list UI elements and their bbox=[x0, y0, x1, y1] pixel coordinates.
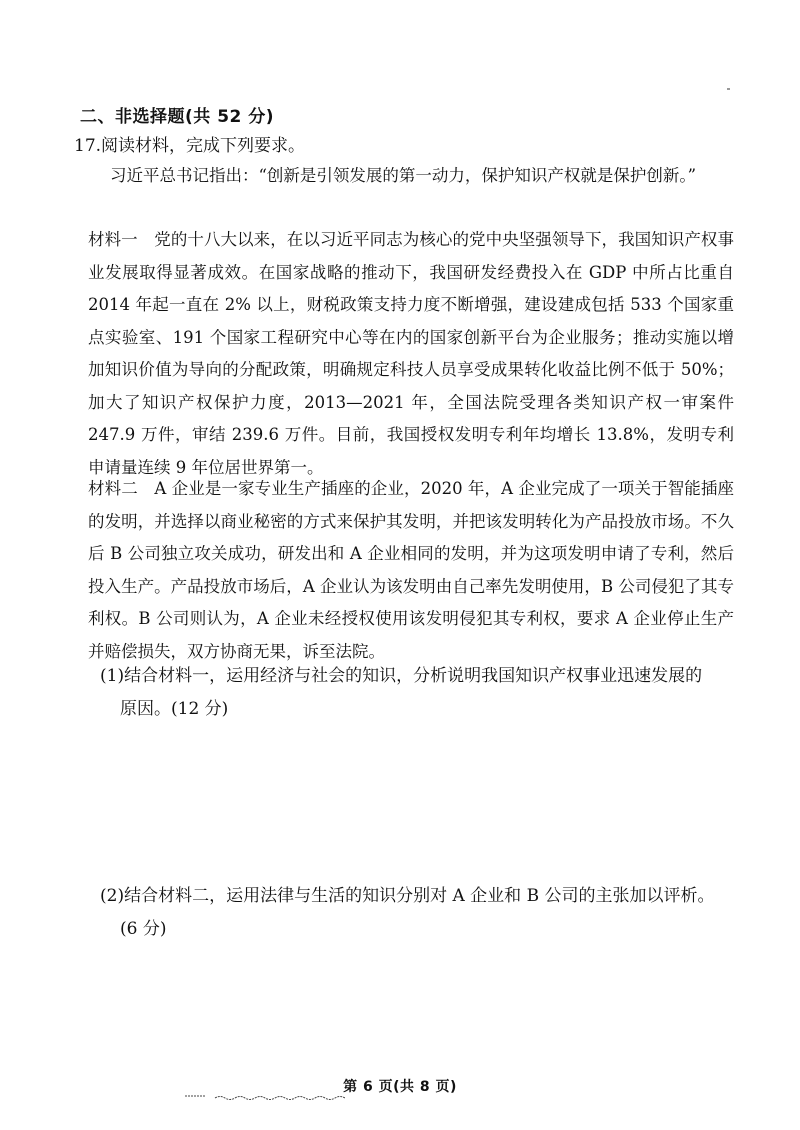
footer-wavy-underline bbox=[185, 1094, 345, 1102]
material-two-paragraph bbox=[88, 473, 734, 668]
sub-question-2-line1: (2)结合材料二，运用法律与生活的知识分别对 A 企业和 B 公司的主张加以评析。 bbox=[100, 886, 715, 906]
question-heading: 17.阅读材料，完成下列要求。 bbox=[74, 136, 306, 156]
material-two-text: 材料二 A 企业是一家专业生产插座的企业，2020 年，A 企业完成了一项关于智能插座的发明，并选择以商业秘密的方式来保护其发明，并把该发明转化为产品投放市场。不久后 B 公司独立攻关成功，研发出和 A 企业相同的发明，并为这项发明申请了专利，然后投入生产。产品投放市场后，A 企业认为该发明由自己率先发明使用，B 公司侵犯了其专利权。B 公司则认为，A 企业未经授权使用该发明侵犯其专利权，要求 A 企业停止生产并赔偿损失，双方协商无果，诉至法院。 bbox=[88, 479, 734, 661]
scan-mark bbox=[727, 88, 730, 90]
sub-question-2-line2: (6 分) bbox=[120, 919, 167, 939]
quote-text: 习近平总书记指出：“创新是引领发展的第一动力，保护知识产权就是保护创新。” bbox=[110, 166, 697, 185]
sub-question-2 bbox=[100, 880, 740, 946]
sub-question-1-line2: 原因。(12 分) bbox=[120, 699, 229, 719]
material-one-text: 材料一 党的十八大以来，在以习近平同志为核心的党中央坚强领导下，我国知识产权事业发展取得显著成效。在国家战略的推动下，我国研发经费投入在 GDP 中所占比重自 2014 年起一直在 2% 以上，财税政策支持力度不断增强，建设建成包括 533 个国家重点实验室、191 个国家工程研究中心等在内的国家创新平台为企业服务；推动实施以增加知识价值为导向的分配政策，明确规定科技人员享受成果转化收益比例不低于 50%；加大了知识产权保护力度，2013—2021 年，全国法院受理各类知识产权一审案件 247.9 万件，审结 239.6 万件。目前，我国授权发明专利年均增长 13.8%，发明专利申请量连续 9 年位居世界第一。 bbox=[88, 230, 734, 477]
material-one-paragraph bbox=[88, 224, 734, 484]
sub-question-1-line1: (1)结合材料一，运用经济与社会的知识，分析说明我国知识产权事业迅速发展的 bbox=[100, 666, 703, 686]
quote-paragraph bbox=[88, 160, 734, 193]
page-footer: 第 6 页(共 8 页) bbox=[343, 1079, 457, 1095]
sub-question-1 bbox=[100, 660, 740, 726]
section-title: 二、非选择题(共 52 分) bbox=[80, 107, 275, 127]
